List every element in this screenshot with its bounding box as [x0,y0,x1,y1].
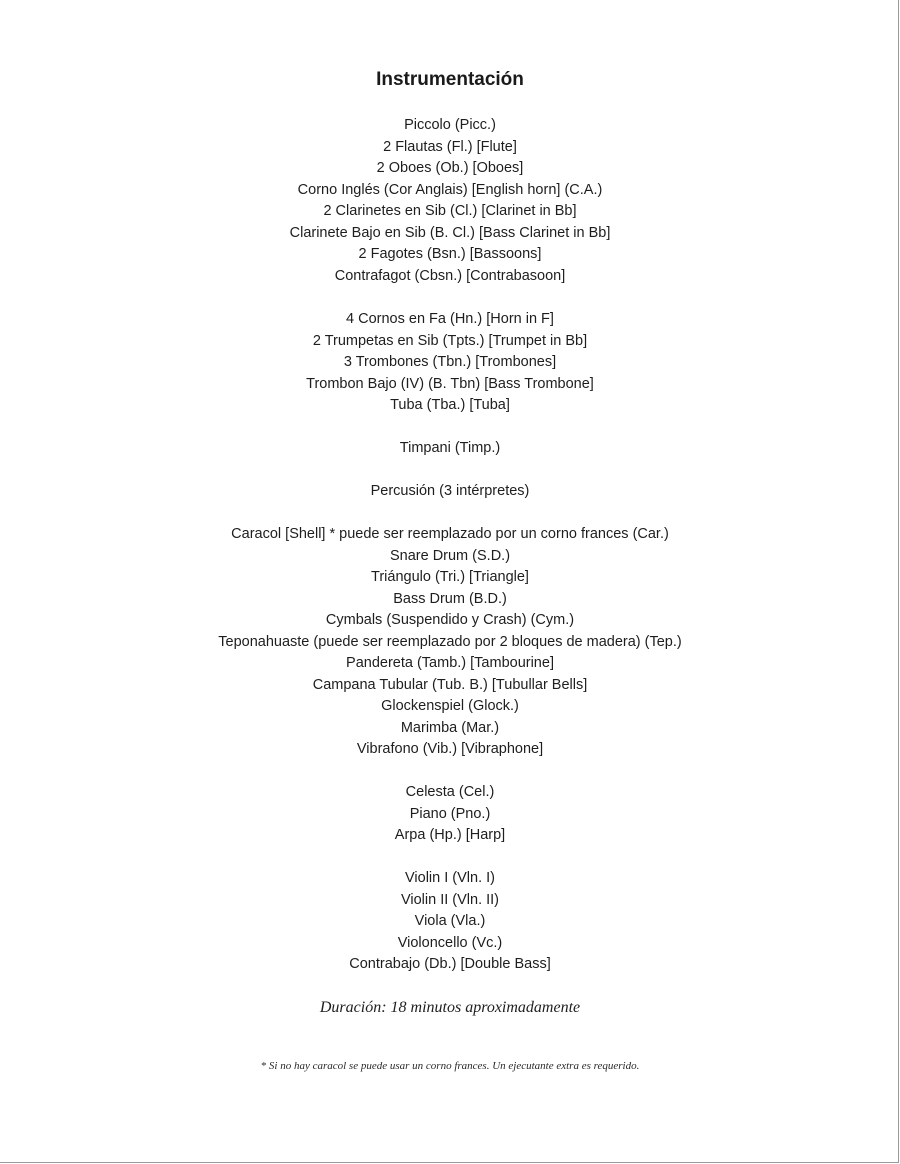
instrument-item: Contrafagot (Cbsn.) [Contrabasoon] [334,267,566,284]
instrument-item: Teponahuaste (puede ser reemplazado por 2 bloques de madera) (Tep.) [218,633,682,650]
instrument-item: Caracol [Shell] * puede ser reemplazado por un corno frances (Car.) [231,526,669,542]
instrument-item: Cymbals (Suspendido y Crash) (Cym.) [325,612,575,628]
instrument-item: Timpani (Timp.) [399,440,501,456]
instrument-item: Triángulo (Tri.) [Triangle] [371,569,529,585]
page-title: Instrumentación [376,69,524,90]
instrument-item: Violoncello (Vc.) [397,934,503,951]
instrument-item: Piccolo (Picc.) [404,117,496,133]
instrument-item: 2 Fagotes (Bsn.) [Bassoons] [358,246,542,262]
instrument-item: Corno Inglés (Cor Anglais) [English horn] (C.A.) [297,181,603,198]
instrument-item: Marimba (Mar.) [400,719,500,736]
footnote: * Si no hay caracol se puede usar un corno frances. Un ejecutante extra es requerido. [260,1060,640,1072]
timpani-list [0,438,900,460]
instrument-item: Violin II (Vln. II) [400,891,500,908]
instrument-item: 2 Trumpetas en Sib (Tpts.) [Trumpet in Bb] [312,332,588,349]
instrument-item: Pandereta (Tamb.) [Tambourine] [346,655,554,671]
instrument-item: Clarinete Bajo en Sib (B. Cl.) [Bass Clarinet in Bb] [289,224,611,241]
instrument-item: Tuba (Tba.) [Tuba] [390,397,510,413]
duration-note: Duración: 18 minutos aproximadamente [319,999,581,1016]
instrument-item: 2 Oboes (Ob.) [Oboes] [376,160,524,176]
instrument-item: Snare Drum (S.D.) [389,547,511,564]
strings-list [0,868,900,976]
instrument-item: Trombon Bajo (IV) (B. Tbn) [Bass Trombone] [306,375,594,392]
percussion-heading-group [0,481,900,503]
instrument-item: Piano (Pno.) [409,805,491,822]
instrument-item: Violin I (Vln. I) [405,870,495,886]
instrument-item: Arpa (Hp.) [Harp] [394,827,506,843]
instrument-item: Viola (Vla.) [414,913,486,929]
instrument-item: 2 Clarinetes en Sib (Cl.) [Clarinet in Bb] [323,203,577,219]
instrument-item: Bass Drum (B.D.) [393,590,507,607]
instrument-item: Glockenspiel (Glock.) [381,698,519,714]
instrument-item: Celesta (Cel.) [405,784,495,800]
woodwinds-list [0,115,900,287]
percussion-list [0,524,900,761]
instrument-item: 2 Flautas (Fl.) [Flute] [383,138,517,155]
instrument-item: Vibrafono (Vib.) [Vibraphone] [356,741,544,757]
instrument-item: 3 Trombones (Tbn.) [Trombones] [343,354,557,370]
instrument-item: 4 Cornos en Fa (Hn.) [Horn in F] [346,311,554,327]
brass-list [0,309,900,417]
keyboards-list [0,782,900,847]
instrument-item: Campana Tubular (Tub. B.) [Tubullar Bells] [312,676,588,693]
instrument-item: Contrabajo (Db.) [Double Bass] [349,956,551,972]
percussion-heading: Percusión (3 intérpretes) [370,483,530,499]
